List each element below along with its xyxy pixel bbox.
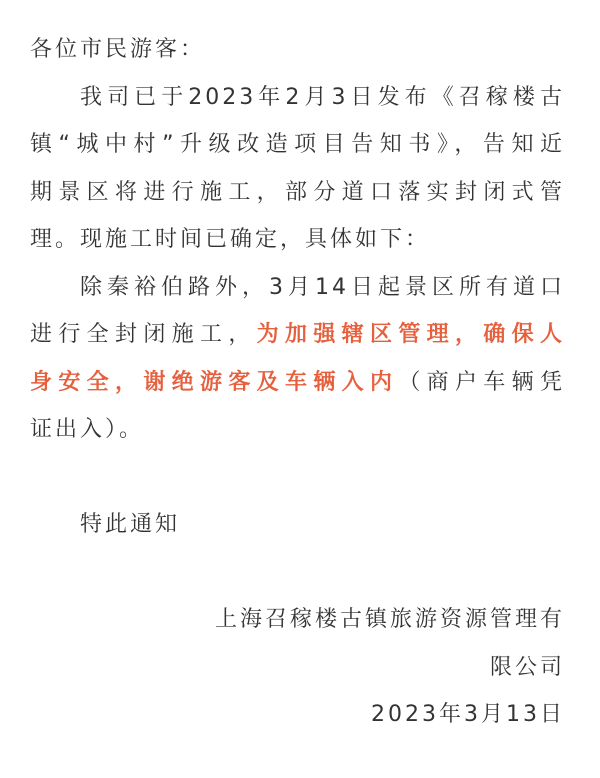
paragraph2-line2-normal: 进行全封闭施工， — [30, 322, 257, 347]
paragraph2-line1: 除秦裕伯路外，3月14日起景区所有道口 — [80, 274, 565, 300]
signature-date: 2023年3月13日 — [371, 702, 565, 727]
greeting: 各位市民游客： — [30, 37, 206, 62]
paragraph1-line3: 期景区将进行施工，部分道口落实封闭式管 — [30, 179, 565, 205]
signature-org-line1: 上海召稼楼古镇旅游资源管理有 — [214, 607, 565, 632]
paragraph1-line1: 我司已于2023年2月3日发布《召稼楼古 — [80, 84, 565, 110]
spacer — [30, 549, 565, 597]
paragraph2-line3-normal: （商户车辆凭 — [398, 369, 565, 395]
paragraph1-line2: 镇“城中村”升级改造项目告知书》，告知近 — [30, 132, 565, 157]
highlight-text: 身安全，谢绝游客及车辆入内 — [30, 369, 399, 395]
signature-org-line2: 限公司 — [489, 654, 565, 680]
paragraph2-line2 — [30, 311, 565, 359]
notice-page — [30, 26, 565, 739]
spacer — [30, 454, 565, 502]
closing-text: 特此通知 — [80, 512, 181, 537]
paragraph1-line4: 理。现施工时间已确定，具体如下： — [30, 227, 431, 252]
paragraph2-line3 — [30, 359, 565, 407]
highlight-text: 为加强辖区管理，确保人 — [256, 322, 565, 347]
paragraph2-line4: 证出入）。 — [30, 417, 145, 442]
